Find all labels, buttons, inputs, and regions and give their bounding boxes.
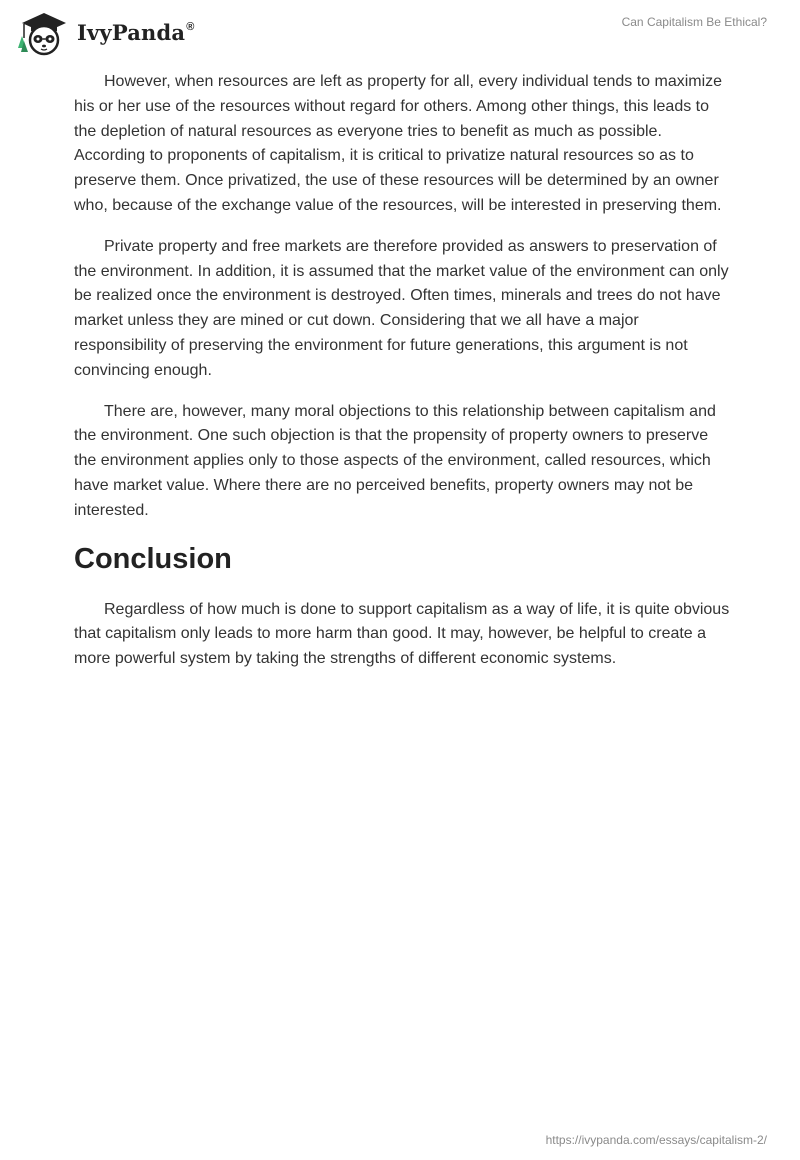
conclusion-heading: Conclusion bbox=[74, 542, 232, 575]
document-title: Can Capitalism Be Ethical? bbox=[621, 15, 767, 29]
body-paragraph: There are, however, many moral objections to this relationship between capitalism and the environment. One such objection is that the propensity of property owners to preserve the environment applies only to those aspects of the environment, called resources, which have market value. Where there are no perceived benefits, property owners may not be interested. bbox=[74, 402, 716, 519]
ivypanda-logo[interactable] bbox=[14, 8, 195, 56]
conclusion-paragraph: Regardless of how much is done to support capitalism as a way of life, it is quite obvious that capitalism only leads to more harm than good. It may, however, be helpful to create a more powerful system by taking the strengths of different economic systems. bbox=[74, 600, 730, 668]
body-paragraph: Private property and free markets are therefore provided as answers to preservation of the environment. In addition, it is assumed that the market value of the environment can only be realized once the environment is destroyed. Often times, minerals and trees do not have market unless they are mined or cut down. Considering that we all have a major responsibility of preserving the environment for future generations, this argument is not convincing enough. bbox=[74, 237, 729, 379]
body-paragraph: However, when resources are left as property for all, every individual tends to maximize his or her use of the resources without regard for others. Among other things, this leads to the depletion of natural resources as everyone tries to benefit as much as possible. According to proponents of capitalism, it is critical to privatize natural resources so as to preserve them. Once privatized, the use of these resources will be determined by an owner who, because of the exchange value of the resources, will be interested in preserving them. bbox=[74, 73, 723, 214]
logo-wordmark: IvyPanda® bbox=[77, 19, 195, 45]
essay-body bbox=[74, 70, 734, 688]
panda-graduate-icon bbox=[14, 8, 72, 56]
source-url[interactable]: https://ivypanda.com/essays/capitalism-2/ bbox=[545, 1133, 767, 1147]
page-header bbox=[0, 0, 800, 62]
